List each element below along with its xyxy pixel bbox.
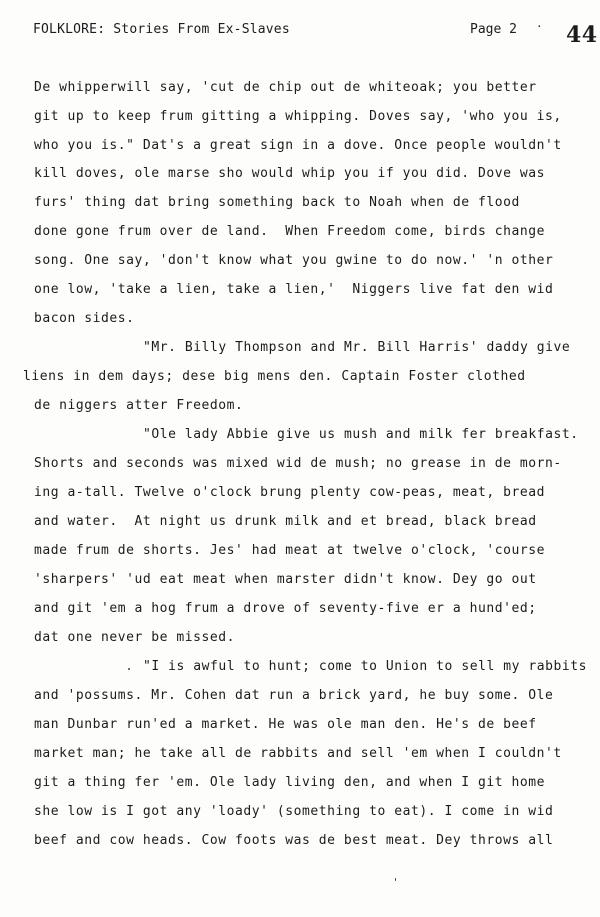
text-line: done gone frum over de land. When Freedom come, birds change — [34, 224, 545, 239]
text-line: and git 'em a hog frum a drove of seventy-five er a hund'ed; — [34, 601, 537, 616]
text-line: beef and cow heads. Cow foots was de best meat. Dey throws all — [34, 833, 554, 848]
text-line: "I is awful to hunt; come to Union to sell my rabbits — [143, 659, 587, 674]
text-line: 'sharpers' 'ud eat meat when marster didn't know. Dey go out — [34, 572, 537, 587]
text-line: de niggers atter Freedom. — [34, 398, 244, 413]
text-line: and water. At night us drunk milk and et bread, black bread — [34, 514, 537, 529]
text-line: furs' thing dat bring something back to Noah when de flood — [34, 195, 520, 210]
text-line: market man; he take all de rabbits and sell 'em when I couldn't — [34, 746, 562, 761]
running-header-page-label: Page 2 — [470, 22, 517, 37]
text-line: "Mr. Billy Thompson and Mr. Bill Harris' daddy give — [143, 340, 571, 355]
paper-speck — [128, 668, 130, 670]
text-line: ing a-tall. Twelve o'clock brung plenty cow-peas, meat, bread — [34, 485, 545, 500]
page-number: 44 — [566, 22, 598, 48]
text-line: liens in dem days; dese big mens den. Captain Foster clothed — [23, 369, 526, 384]
text-line: dat one never be missed. — [34, 630, 236, 645]
text-line: Shorts and seconds was mixed wid de mush; no grease in de morn- — [34, 456, 562, 471]
running-header-title: FOLKLORE: Stories From Ex-Slaves — [33, 22, 290, 37]
text-line: De whipperwill say, 'cut de chip out de whiteoak; you better — [34, 80, 537, 95]
text-line: made frum de shorts. Jes' had meat at twelve o'clock, 'course — [34, 543, 545, 558]
text-line: song. One say, 'don't know what you gwine to do now.' 'n other — [34, 253, 554, 268]
text-line: git up to keep frum gitting a whipping. Doves say, 'who you is, — [34, 109, 562, 124]
text-line: she low is I got any 'loady' (something to eat). I come in wid — [34, 804, 554, 819]
text-line: bacon sides. — [34, 311, 135, 326]
paper-speck — [395, 878, 396, 881]
text-line: one low, 'take a lien, take a lien,' Niggers live fat den wid — [34, 282, 554, 297]
text-line: and 'possums. Mr. Cohen dat run a brick yard, he buy some. Ole — [34, 688, 554, 703]
text-line: git a thing fer 'em. Ole lady living den, and when I git home — [34, 775, 545, 790]
text-line: who you is." Dat's a great sign in a dove. Once people wouldn't — [34, 138, 562, 153]
text-line: man Dunbar run'ed a market. He was ole man den. He's de beef — [34, 717, 537, 732]
text-line: kill doves, ole marse sho would whip you if you did. Dove was — [34, 166, 545, 181]
header-dot-mark: · — [536, 20, 543, 33]
text-line: "Ole lady Abbie give us mush and milk fer breakfast. — [143, 427, 579, 442]
